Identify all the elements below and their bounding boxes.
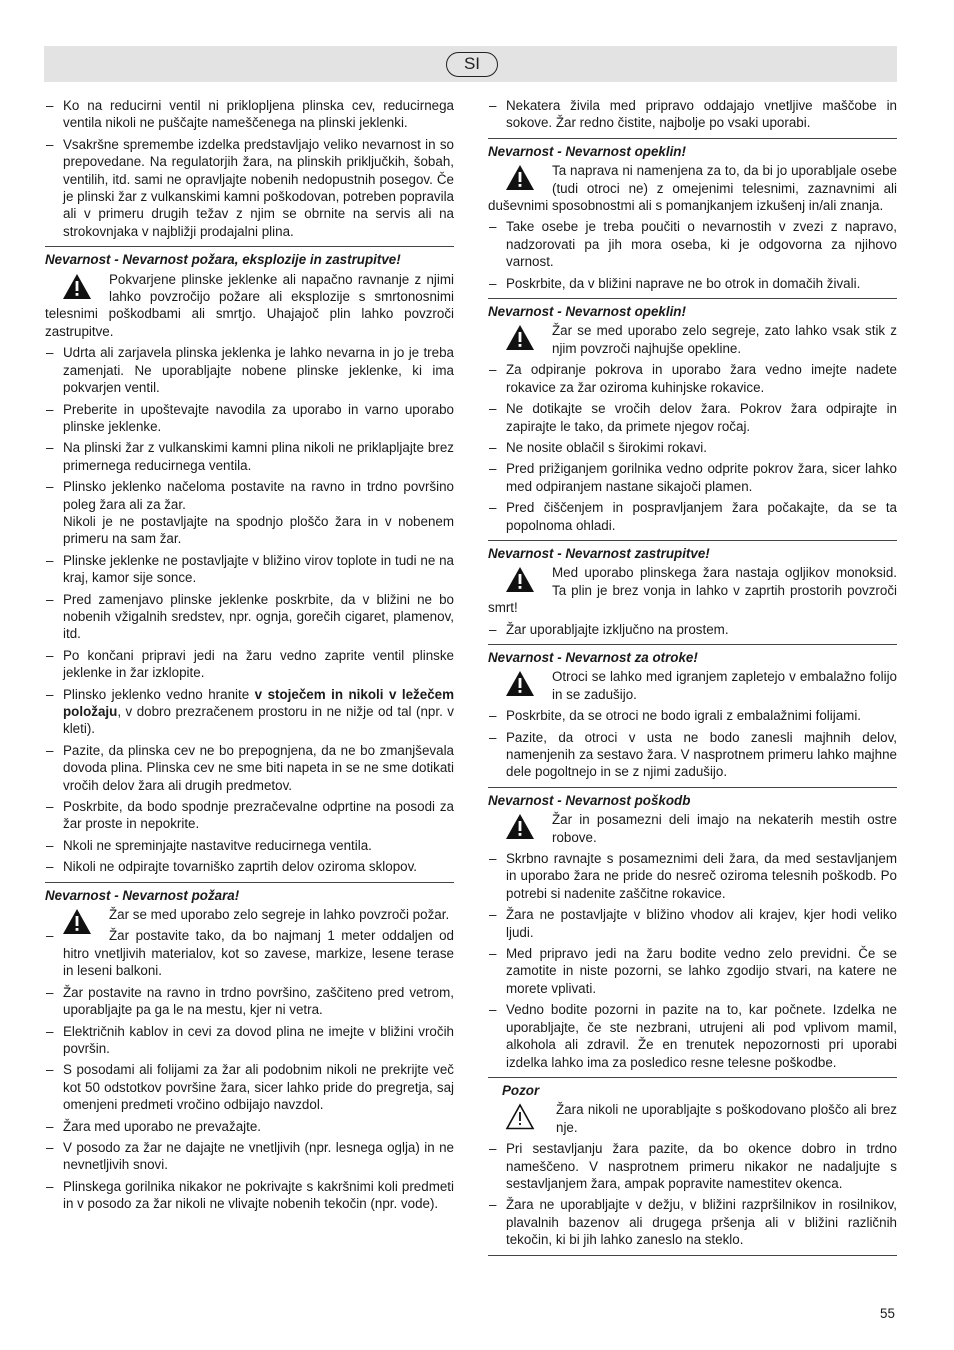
list-item: – Plinsko jeklenko vedno hranite v stoječem in nikoli v ležečem položaju, v dobro prezračenem prostoru in ne nižje od tal (npr. v kleti). — [45, 686, 454, 738]
section-list — [45, 344, 454, 875]
list-item: – Ne dotikajte se vročih delov žara. Pokrov žara odpirajte in zapirajte le tako, da primete njegov ročaj. — [488, 400, 897, 435]
divider — [488, 1255, 897, 1256]
divider — [488, 644, 897, 645]
divider — [45, 246, 454, 247]
warning-text: Otroci se lahko med igranjem zapletejo v embalažno folijo in se zadušijo. — [552, 669, 897, 702]
list-item: – Plinskega gorilnika nikakor ne pokrivajte s kakršnimi koli predmeti in v posodo za žar nikoli ne vlivajte nobenih tekočin (npr. vode). — [45, 1178, 454, 1213]
warning-block — [488, 162, 897, 214]
list-item: – Žara med uporabo ne prevažajte. — [45, 1118, 454, 1135]
warning-triangle-icon — [488, 162, 552, 194]
list-item: – Žara ne postavljajte v bližino vhodov ali krajev, kjer hodi veliko ljudi. — [488, 906, 897, 941]
list-item: – Žar postavite tako, da bo najmanj 1 meter oddaljen od hitro vnetljivih materialov, kot so zavese, markize, lesene terase in leseni balkoni. — [45, 927, 454, 979]
divider — [45, 882, 454, 883]
divider — [488, 298, 897, 299]
list-item: – Pri sestavljanju žara pazite, da bo okence dobro in trdno nameščeno. V nasprotnem primeru nikakor ne nadaljujte s sestavljanjem žara, ampak popravite namestitev okenca. — [488, 1140, 897, 1192]
section-list — [45, 927, 454, 1212]
warning-text: Pokvarjene plinske jeklenke ali napačno ravnanje z njimi lahko povzročijo požare ali eksplozije s smrtonosnimi telesnimi poškodbami ali smrtjo. Uhajajoč plin lahko povzroči zastrupitve. — [45, 271, 454, 339]
list-item: – Plinske jeklenke ne postavljajte v bližino virov toplote in tudi ne na kraj, kamor sije sonce. — [45, 552, 454, 587]
section-list — [488, 218, 897, 292]
list-item: – Električnih kablov in cevi za dovod plina ne imejte v bližini vročih površin. — [45, 1023, 454, 1058]
list-item: – Pred prižiganjem gorilnika vedno odprite pokrov žara, sicer lahko med odpiranjem nastane sikajoči plamen. — [488, 460, 897, 495]
warning-triangle-icon — [488, 564, 552, 596]
list-item: – Take osebe je treba poučiti o nevarnostih v zvezi z napravo, nadzorovati pa jih mora oseba, ki je odgovorna za njihovo varnost. — [488, 218, 897, 270]
list-item: – Pazite, da plinska cev ne bo prepognjena, da ne bo zmanjševala dovoda plina. Plinska cev ne sme biti napeta in se ne sme dotikati vročih delov žara ali drugih predmetov. — [45, 742, 454, 794]
list-item: – Za odpiranje pokrova in uporabo žara vedno imejte nadete rokavice za žar oziroma kuhinjske rokavice. — [488, 361, 897, 396]
list-item: – Med pripravo jedi na žaru bodite vedno zelo previdni. Če se zamotite in niste pozorni, se lahko zgodijo stvari, na katere ne morete vplivati. — [488, 945, 897, 997]
section-title: Nevarnost - Nevarnost požara, eksplozije in zastrupitve! — [45, 252, 401, 268]
left-column — [45, 97, 454, 1217]
warning-block — [45, 906, 454, 923]
warning-block — [45, 271, 454, 341]
divider — [488, 787, 897, 788]
section-list — [488, 1140, 897, 1248]
section-list — [488, 850, 897, 1071]
intro-list — [45, 97, 454, 240]
section-title: Nevarnost - Nevarnost poškodb — [488, 792, 691, 808]
warning-text: Žara nikoli ne uporabljajte s poškodovano ploščo ali brez nje. — [556, 1102, 897, 1135]
section-list — [488, 621, 897, 638]
warning-text: Žar se med uporabo zelo segreje in lahko povzroči požar. — [109, 907, 450, 923]
list-item: – Na plinski žar z vulkanskimi kamni plina nikoli ne priklapljajte brez primernega reducirnega ventila. — [45, 439, 454, 474]
list-item: – Plinsko jeklenko načeloma postavite na ravno in trdno površino poleg žara ali za žar. Nikoli je ne postavljajte na spodnjo ploščo žara in v nobenem primeru na sam žar. — [45, 478, 454, 548]
list-item: – Ko na reducirni ventil ni priklopljena plinska cev, reducirnega ventila nikoli ne puščajte nameščenega na plinski jeklenki. — [45, 97, 454, 132]
warning-text: Ta naprava ni namenjena za to, da bi jo uporabljale osebe (tudi otroci ne) z omejenimi telesnimi, zaznavnimi ali duševnimi sposobnostmi ali s pomanjkanjem izkušenj in/ali znanja. — [488, 163, 897, 214]
divider — [488, 540, 897, 541]
right-column — [488, 97, 897, 1260]
intro-list — [488, 97, 897, 132]
list-item: – Poskrbite, da bodo spodnje prezračevalne odprtine na posodi za žar proste in nepokrite. — [45, 798, 454, 833]
list-item: – Skrbno ravnajte s posameznimi deli žara, da med sestavljanjem in uporabo žara ne pride do nesreč oziroma telesnih poškodb. Po potrebi si nadenite zaščitne rokavice. — [488, 850, 897, 902]
warning-text: Žar in posamezni deli imajo na nekaterih mestih ostre robove. — [552, 812, 897, 845]
section-title: Nevarnost - Nevarnost zastrupitve! — [488, 545, 710, 561]
page-number: 55 — [880, 1306, 895, 1321]
warning-triangle-icon — [488, 811, 552, 843]
section-title: Nevarnost - Nevarnost za otroke! — [488, 649, 698, 665]
list-item: – Nikoli ne odpirajte tovarniško zaprtih delov oziroma sklopov. — [45, 858, 454, 875]
warning-block — [488, 668, 897, 703]
warning-triangle-icon — [45, 271, 109, 303]
warning-block — [488, 811, 897, 846]
section-title: Nevarnost - Nevarnost opeklin! — [488, 143, 686, 159]
divider — [488, 1077, 897, 1078]
section-title: Nevarnost - Nevarnost požara! — [45, 887, 240, 903]
warning-block — [488, 1101, 897, 1136]
caution-triangle-icon — [488, 1101, 556, 1133]
list-item: – Vedno bodite pozorni in pazite na to, kar počnete. Izdelka ne uporabljajte, če ste nezbrani, utrujeni ali pod vplivom mamil, alkohola ali zdravil. Že en trenutek nepozornosti pri uporabi izdelka lahko ima za posledico resne telesne poškodbe. — [488, 1001, 897, 1071]
warning-text: Žar se med uporabo zelo segreje, zato lahko vsak stik z njim povzroči najhujše opekline. — [552, 323, 897, 356]
list-item: – Nkoli ne spreminjajte nastavitve reducirnega ventila. — [45, 837, 454, 854]
warning-triangle-icon — [488, 322, 552, 354]
divider — [488, 138, 897, 139]
section-title: Pozor — [502, 1082, 540, 1098]
list-item: – Po končani pripravi jedi na žaru vedno zaprite ventil plinske jeklenke in žar izklopite. — [45, 647, 454, 682]
list-item: – Poskrbite, da se otroci ne bodo igrali z embalažnimi folijami. — [488, 707, 897, 724]
language-badge: SI — [446, 52, 498, 77]
warning-triangle-icon — [488, 668, 552, 700]
list-item: – Žar uporabljajte izključno na prostem. — [488, 621, 897, 638]
list-item: – Udrta ali zarjavela plinska jeklenka je lahko nevarna in jo je treba zamenjati. Ne uporabljajte nobene plinske jeklenke, ki ima pokvarjen ventil. — [45, 344, 454, 396]
warning-block — [488, 564, 897, 616]
list-item: – Nekatera živila med pripravo oddajajo vnetljive maščobe in sokove. Žar redno čistite, najbolje po vsaki uporabi. — [488, 97, 897, 132]
list-item: – Pazite, da otroci v usta ne bodo zanesli majhnih delov, namenjenih za sestavo žara. V nasprotnem primeru lahko majhne dele pogoltnejo in se z njimi zadušijo. — [488, 729, 897, 781]
list-item: – Poskrbite, da v bližini naprave ne bo otrok in domačih živali. — [488, 275, 897, 292]
list-item: – Pred čiščenjem in pospravljanjem žara počakajte, da se ta popolnoma ohladi. — [488, 499, 897, 534]
list-item: – Žara ne uporabljajte v dežju, v bližini razpršilnikov in rosilnikov, plavalnih bazenov ali drugega pršenja ali v bližini različnih tekočin, ki bi jih lahko zaneslo na steklo. — [488, 1196, 897, 1248]
section-list — [488, 361, 897, 534]
warning-block — [488, 322, 897, 357]
list-item: – Vsakršne spremembe izdelka predstavljajo veliko nevarnost in so prepovedane. Na regulatorjih žara, na plinskih priključkih, šobah, ventilih, itd. sami ne opravljajte nobenih nedopustnih posegov. Če je plinski žar z vulkanskimi kamni poškodovan, potreben popravila ali v primeru drugih težav z njim se obrnite na servis ali na strokovnjaka v najbližji prodajalni plina. — [45, 136, 454, 240]
list-item: – S posodami ali folijami za žar ali podobnim nikoli ne prekrijte več kot 50 odstotkov površine žara, sicer lahko pride do pregretja, saj omenjeni predmeti vročino odbijajo navzdol. — [45, 1061, 454, 1113]
list-item: – Ne nosite oblačil s širokimi rokavi. — [488, 439, 897, 456]
list-item: – Pred zamenjavo plinske jeklenke poskrbite, da v bližini ne bo nobenih vžigalnih sredstev, npr. ognja, gorečih cigaret, plamenov, itd. — [45, 591, 454, 643]
section-list — [488, 707, 897, 781]
section-title: Nevarnost - Nevarnost opeklin! — [488, 304, 686, 320]
list-item: – Žar postavite na ravno in trdno površino, zaščiteno pred vetrom, uporabljajte pa ga le na mestu, kjer ni vetra. — [45, 984, 454, 1019]
list-item: – Preberite in upoštevajte navodila za uporabo in varno uporabo plinske jeklenke. — [45, 401, 454, 436]
warning-text: Med uporabo plinskega žara nastaja ogljikov monoksid. Ta plin je brez vonja in lahko v zaprtih prostorih povzroči smrt! — [488, 565, 897, 616]
list-item: – V posodo za žar ne dajajte ne vnetljivih (npr. lesnega oglja) in ne nevnetljivih snovi. — [45, 1139, 454, 1174]
